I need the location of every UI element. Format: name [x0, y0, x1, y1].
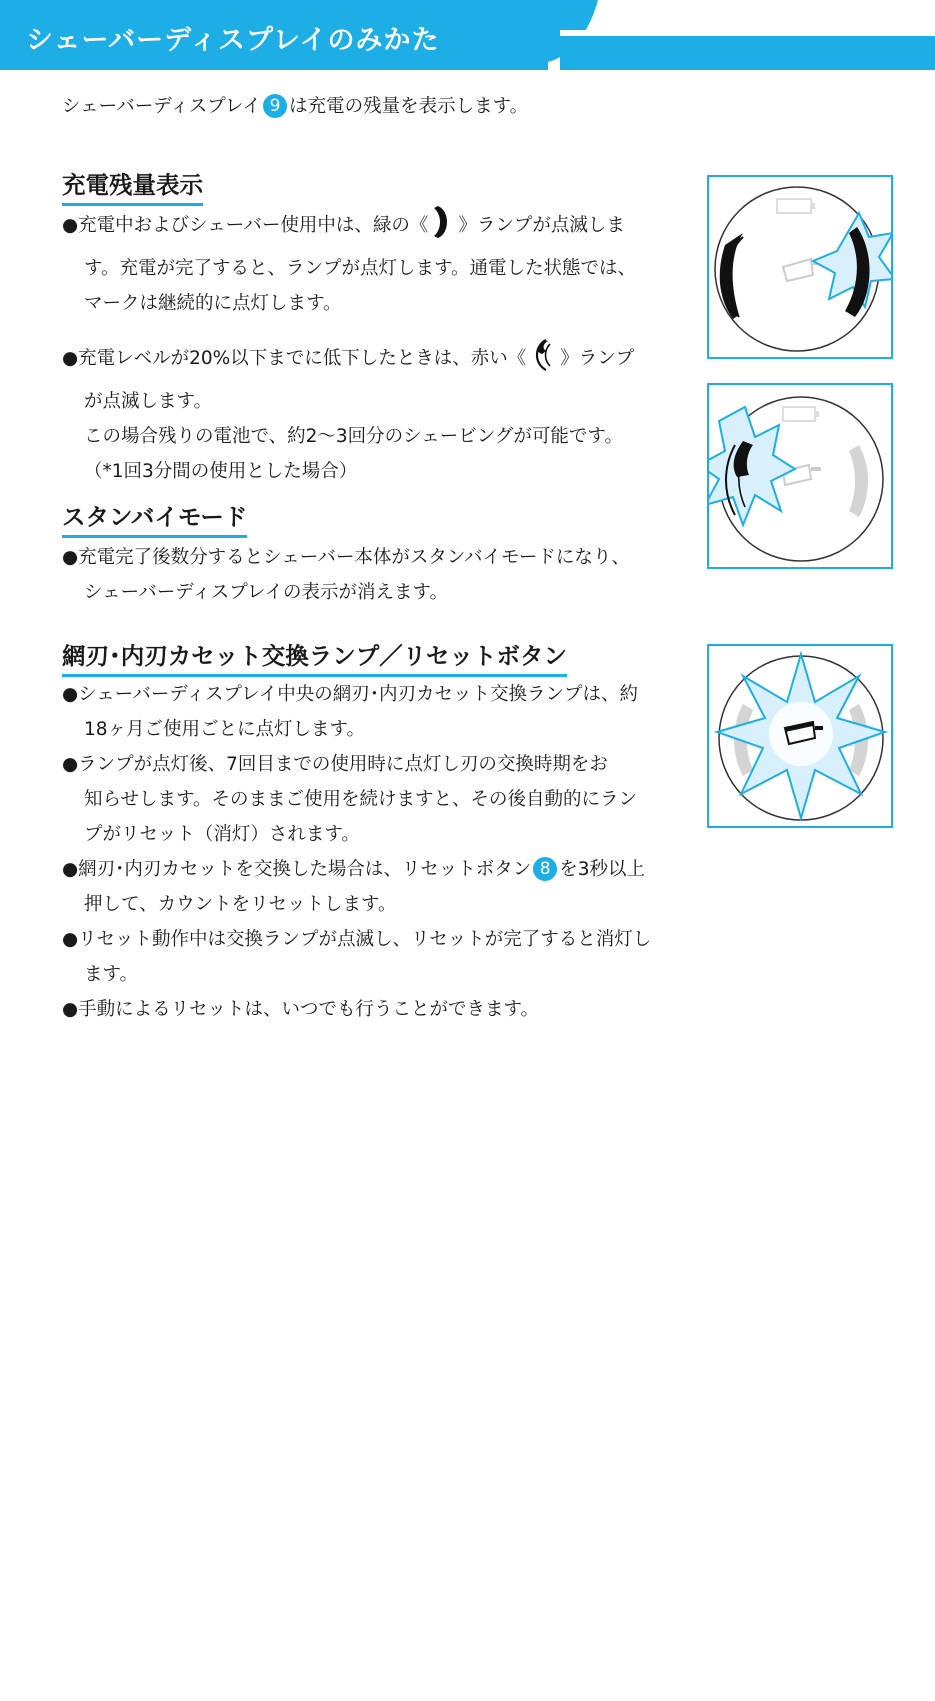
heading-cassette-reset: 網刃･内刃カセット交換ランプ／リセットボタン: [62, 637, 567, 677]
charge-paragraph-1: [62, 205, 682, 321]
text: （*1回3分間の使用とした場合）: [84, 461, 358, 482]
text: ●充電完了後数分するとシェーバー本体がスタンバイモードになり、: [62, 547, 630, 568]
text: が点滅します。: [84, 391, 213, 412]
intro-after: は充電の残量を表示します。: [289, 96, 529, 117]
text: 押して、カウントをリセットします。: [84, 894, 397, 915]
text: シェーバーディスプレイの表示が消えます。: [84, 582, 449, 603]
standby-paragraph: [62, 540, 682, 610]
charge-lamp-icon: [432, 205, 454, 251]
intro-before: シェーバーディスプレイ: [62, 96, 262, 117]
text: ●リセット動作中は交換ランプが点滅し、リセットが完了すると消灯し: [62, 929, 652, 950]
display-figure-full-charge: [707, 175, 893, 359]
text: 18ヶ月ご使用ごとに点灯します。: [84, 719, 366, 740]
display-figure-cassette-lamp: [707, 644, 893, 828]
text: ●充電レベルが20%以下までに低下したときは、赤い《: [62, 348, 527, 369]
cassette-paragraph: [62, 677, 682, 1027]
number-badge-9: 9: [263, 94, 287, 118]
text: 》ランプが点滅しま: [458, 215, 625, 236]
text: ●手動によるリセットは、いつでも行うことができます。: [62, 999, 539, 1020]
text: ●網刃･内刃カセットを交換した場合は、リセットボタン: [62, 859, 532, 880]
text: を3秒以上: [559, 859, 645, 880]
text: ●シェーバーディスプレイ中央の網刃･内刃カセット交換ランプは、約: [62, 684, 638, 705]
text: 》ランプ: [560, 348, 635, 369]
text: 知らせします。そのままご使用を続けますと、その後自動的にラン: [84, 789, 637, 810]
intro-text: [62, 92, 528, 118]
text: ●ランプが点灯後、7回目までの使用時に点灯し刃の交換時期をお: [62, 754, 608, 775]
text: この場合残りの電池で、約2～3回分のシェービングが可能です。: [84, 426, 623, 447]
header-banner: [0, 0, 935, 70]
text: プがリセット（消灯）されます。: [84, 824, 360, 845]
text: ●充電中およびシェーバー使用中は、緑の《: [62, 215, 429, 236]
heading-standby-mode: スタンバイモード: [62, 498, 247, 538]
low-battery-lamp-icon: [530, 338, 556, 384]
number-badge-8: 8: [533, 857, 557, 881]
text: す。充電が完了すると、ランプが点灯します。通電した状態では、: [84, 258, 637, 279]
text: マークは継続的に点灯します。: [84, 293, 342, 314]
text: ます。: [84, 964, 139, 985]
charge-paragraph-2: [62, 338, 682, 489]
page-title: シェーバーディスプレイのみかた: [26, 25, 440, 56]
display-figure-low-battery: [707, 383, 893, 569]
heading-charge-level: 充電残量表示: [62, 166, 203, 206]
